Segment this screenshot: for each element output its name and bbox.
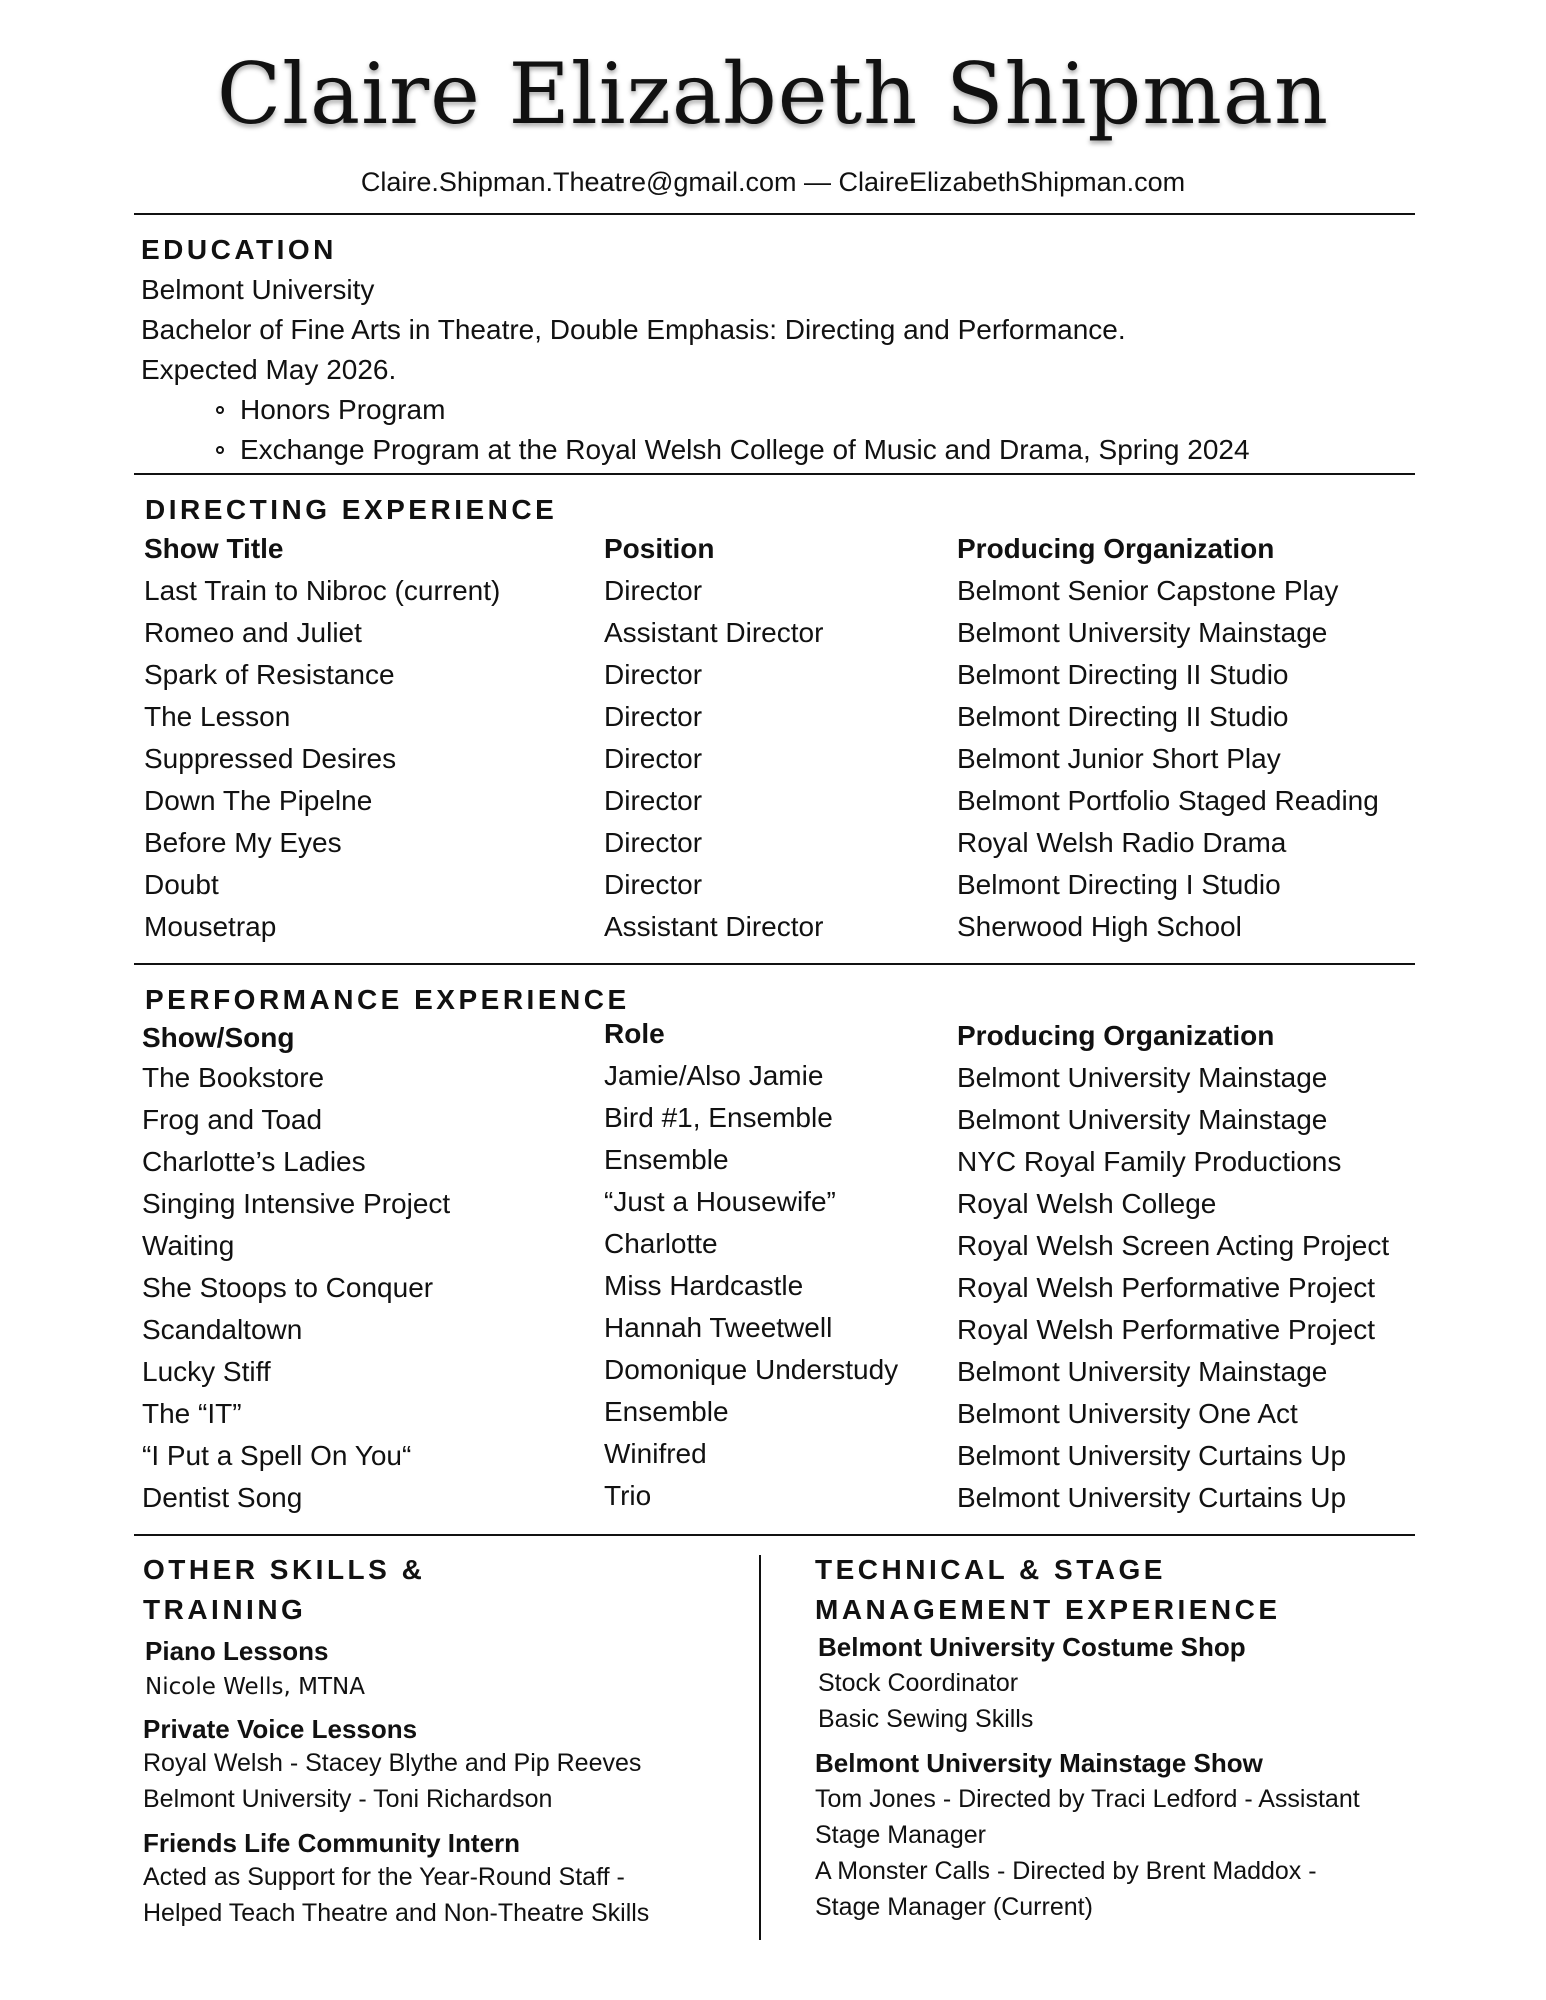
- education-heading: EDUCATION: [141, 234, 337, 265]
- list-item: Exchange Program at the Royal Welsh College of Music and Drama, Spring 2024: [240, 430, 1250, 470]
- table-row: Charlotte’s Ladies Ensemble NYC Royal Family Productions: [142, 1144, 1342, 1177]
- intern-title: Friends Life Community Intern: [143, 1828, 521, 1858]
- table-row: Dentist Song Trio Belmont University Curtains Up: [142, 1480, 1347, 1513]
- table-row: Scandaltown Hannah Tweetwell Royal Welsh Performative Project: [142, 1312, 1376, 1345]
- table-row: Frog and Toad Bird #1, Ensemble Belmont University Mainstage: [142, 1102, 1328, 1135]
- table-row: Waiting Charlotte Royal Welsh Screen Acting Project: [142, 1228, 1390, 1261]
- table-row: Romeo and Juliet Assistant Director Belmont University Mainstage: [144, 617, 1328, 648]
- table-header: Show/Song Role Producing Organization: [142, 1018, 1275, 1053]
- table-row: Lucky Stiff Domonique Understudy Belmont University Mainstage: [142, 1354, 1328, 1387]
- table-row: Last Train to Nibroc (current) Director Belmont Senior Capstone Play: [144, 575, 1339, 606]
- table-row: The Lesson Director Belmont Directing II Studio: [144, 701, 1289, 732]
- voice-line-2: Belmont University - Toni Richardson: [143, 1785, 553, 1813]
- table-row: Doubt Director Belmont Directing I Studio: [144, 869, 1281, 900]
- skills-heading-line2: TRAINING: [143, 1594, 307, 1625]
- costume-line-1: Stock Coordinator: [818, 1669, 1019, 1697]
- table-row: The “IT” Ensemble Belmont University One Act: [142, 1396, 1298, 1429]
- costume-line-2: Basic Sewing Skills: [818, 1705, 1034, 1733]
- divider: [134, 213, 1415, 215]
- voice-title: Private Voice Lessons: [143, 1714, 418, 1744]
- intern-line-2: Helped Teach Theatre and Non-Theatre Skills: [143, 1899, 650, 1927]
- contact-line: Claire.Shipman.Theatre@gmail.com — ClaireElizabethShipman.com: [360, 167, 1186, 197]
- costume-title: Belmont University Costume Shop: [818, 1632, 1246, 1662]
- performance-heading: PERFORMANCE EXPERIENCE: [145, 984, 630, 1015]
- piano-title: Piano Lessons: [145, 1636, 329, 1666]
- technical-heading-line2: MANAGEMENT EXPERIENCE: [815, 1594, 1281, 1625]
- table-row: The Bookstore Jamie/Also Jamie Belmont University Mainstage: [142, 1060, 1328, 1093]
- table-row: “I Put a Spell On You“ Winifred Belmont University Curtains Up: [142, 1438, 1347, 1471]
- piano-teacher: Nicole Wells, MTNA: [145, 1674, 365, 1700]
- education-expected: Expected May 2026.: [141, 354, 397, 385]
- voice-line-1: Royal Welsh - Stacey Blythe and Pip Reeves: [143, 1749, 642, 1777]
- table-row: Before My Eyes Director Royal Welsh Radio Drama: [144, 827, 1287, 858]
- table-row: Mousetrap Assistant Director Sherwood High School: [144, 911, 1242, 942]
- divider: [134, 1534, 1415, 1536]
- divider: [134, 963, 1415, 965]
- column-divider: [759, 1555, 761, 1940]
- table-row: Suppressed Desires Director Belmont Junior Short Play: [144, 743, 1281, 774]
- divider: [134, 473, 1415, 475]
- list-item: Honors Program: [240, 390, 445, 430]
- performance-table: [144, 1013, 1414, 1517]
- education-degree: Bachelor of Fine Arts in Theatre, Double Emphasis: Directing and Performance.: [141, 314, 1126, 345]
- mainstage-line-1: Tom Jones - Directed by Traci Ledford - Assistant: [815, 1785, 1360, 1813]
- directing-heading: DIRECTING EXPERIENCE: [145, 494, 558, 525]
- resume-name: Claire Elizabeth Shipman: [216, 45, 1330, 143]
- mainstage-title: Belmont University Mainstage Show: [815, 1748, 1263, 1778]
- mainstage-line-3: A Monster Calls - Directed by Brent Maddox -: [815, 1857, 1317, 1885]
- table-row: She Stoops to Conquer Miss Hardcastle Royal Welsh Performative Project: [142, 1270, 1376, 1303]
- skills-heading-line1: OTHER SKILLS &: [143, 1554, 426, 1585]
- bullet-icon: [216, 406, 224, 414]
- table-header: Show Title Position Producing Organization: [144, 533, 1275, 564]
- table-row: Spark of Resistance Director Belmont Directing II Studio: [144, 659, 1289, 690]
- education-school: Belmont University: [141, 274, 375, 305]
- table-row: Down The Pipelne Director Belmont Portfolio Staged Reading: [144, 785, 1379, 816]
- directing-table: [144, 528, 1414, 948]
- mainstage-line-4: Stage Manager (Current): [815, 1893, 1093, 1921]
- intern-line-1: Acted as Support for the Year-Round Staff -: [143, 1863, 625, 1891]
- mainstage-line-2: Stage Manager: [815, 1821, 986, 1849]
- table-row: Singing Intensive Project “Just a Housewife” Royal Welsh College: [142, 1186, 1217, 1219]
- technical-heading-line1: TECHNICAL & STAGE: [815, 1554, 1166, 1585]
- bullet-icon: [216, 446, 224, 454]
